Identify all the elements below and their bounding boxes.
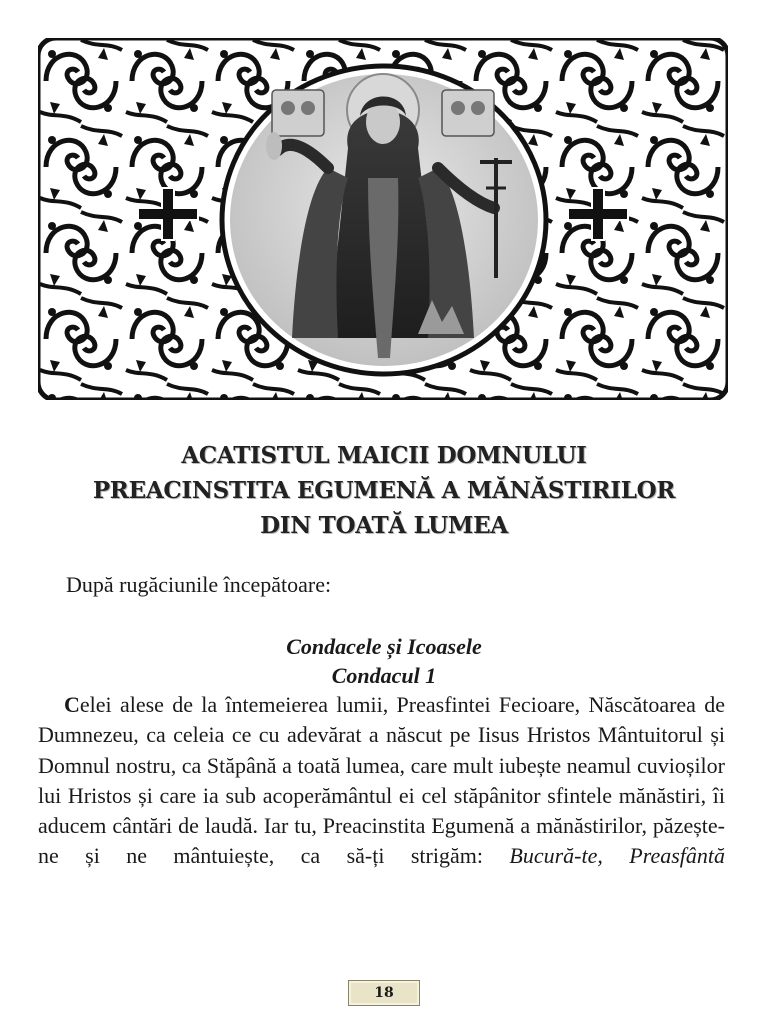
page-title xyxy=(40,438,728,543)
section-heading xyxy=(40,632,728,690)
ornamental-frame xyxy=(38,38,728,400)
title-line-2: PREACINSTITA EGUMENĂ A MĂNĂSTIRILOR xyxy=(92,477,676,504)
icon-medallion xyxy=(222,66,546,374)
body-text: elei alese de la întemeierea lumii, Preasfintei Fecioare, Născătoarea de Dumnezeu, ca celeia ce cu adevărat a născut pe Iisus Hristos Mântuitorul și Domnul nostru, ca Stăpână a toată lumea, care mult iubește neamul cuvioșilor lui Hristos și care ia sub acoperământul ei cel stăpânitor sfintele mănăstiri, îi aducem cântări de laudă. Iar tu, Preacinstita Egumenă a mănăstirilor, păzește-ne și ne mântuiește, ca să-ți strigăm: xyxy=(38,692,725,869)
body-italic-end: Bucură-te, Preasfântă xyxy=(509,843,726,869)
section-subtitle: Condacul 1 xyxy=(331,663,437,688)
title-line-1: ACATISTUL MAICII DOMNULUI xyxy=(181,442,587,469)
drop-letter: C xyxy=(64,692,80,717)
title-line-3: DIN TOATĂ LUMEA xyxy=(260,512,508,539)
body-paragraph xyxy=(38,690,725,872)
section-title: Condacele și Icoasele xyxy=(286,634,482,659)
icon-banner xyxy=(38,38,728,400)
page-number: 18 xyxy=(348,980,420,1006)
intro-text: După rugăciunile începătoare: xyxy=(66,572,332,597)
